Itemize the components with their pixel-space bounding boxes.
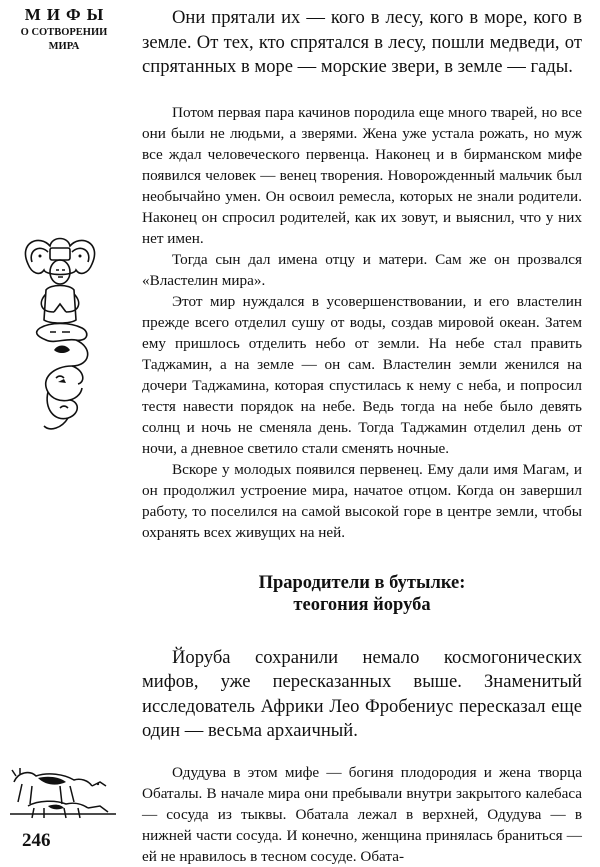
paragraph: Вскоре у молодых появился первенец. Ему дали имя Магам, и он продолжил устроение мира, начатое отцом. Когда он завершил работу, то поселился на самой высокой горе в центре земли, чтобы охранять всех живущих на ней. bbox=[142, 460, 582, 541]
paragraph: Они прятали их — кого в лесу, кого в море, кого в земле. От тех, кто спрятался в лесу, пошли медведи, от спрятанных в море — морские звери, в земле — гады. bbox=[142, 7, 582, 77]
heading-line: теогония йоруба bbox=[293, 595, 431, 615]
paragraph: Одудува в этом мифе — богиня плодородия и жена творца Обаталы. В начале мира они пребывали внутри закрытого калебаса — сосуда из тыквы. Обатала лежал в верхней, Одудува — в нижней части сосуда. И конечно, женщина принялась браниться — ей не нравилось в тесном сосуде. Обата- bbox=[142, 763, 582, 865]
paragraph: Потом первая пара качинов породила еще много тварей, но все они были не людьми, а зверями. Жена уже устала рожать, но муж все ждал человеческого первенца. Наконец и в бирманском мифе появился человек — венец творения. Новорожденный мальчик был необычайно умен. Он освоил ремесла, которых не знали родители. Наконец он спросил родителей, как их зовут, и выяснил, что у них нет имен. bbox=[142, 103, 582, 247]
heading-line: Прародители в бутылке: bbox=[258, 572, 466, 593]
paragraph: Этот мир нуждался в усовершенствовании, и его властелин прежде всего отделил сушу от воды, создав мировой океан. Затем ему пришлось отделить небо от земли. На небе стал править Таджамин, а на земле — он сам. Властелин земли женился на дочери Таджамина, которая спустилась к нему с неба, и попросил тестя навести порядок на небе. Ведь тогда на небе было девять солнц и ночь не сменяла день. Тогда Таджамин отделил день от ночи, а дневное светило стали сменять ночные. bbox=[142, 292, 582, 457]
deity-illustration bbox=[10, 232, 110, 442]
sidebar bbox=[14, 6, 114, 52]
paragraph: Тогда сын дал имена отцу и матери. Сам же он прозвался «Властелин мира». bbox=[142, 250, 582, 289]
section-heading bbox=[142, 572, 582, 617]
page-number: 246 bbox=[22, 830, 51, 851]
paragraph: Йоруба сохранили немало космогонических мифов, уже пересказанных выше. Знаменитый исследователь Африки Лео Фробениус пересказал еще один — весьма архаичный. bbox=[142, 646, 582, 741]
running-head-subtitle: О СОТВОРЕНИИ bbox=[20, 26, 108, 38]
animals-illustration bbox=[8, 762, 118, 820]
main-text bbox=[142, 6, 582, 867]
running-head bbox=[14, 6, 114, 52]
running-head-title: МИФЫ bbox=[24, 5, 110, 24]
running-head-subtitle-2: МИРА bbox=[48, 40, 80, 52]
